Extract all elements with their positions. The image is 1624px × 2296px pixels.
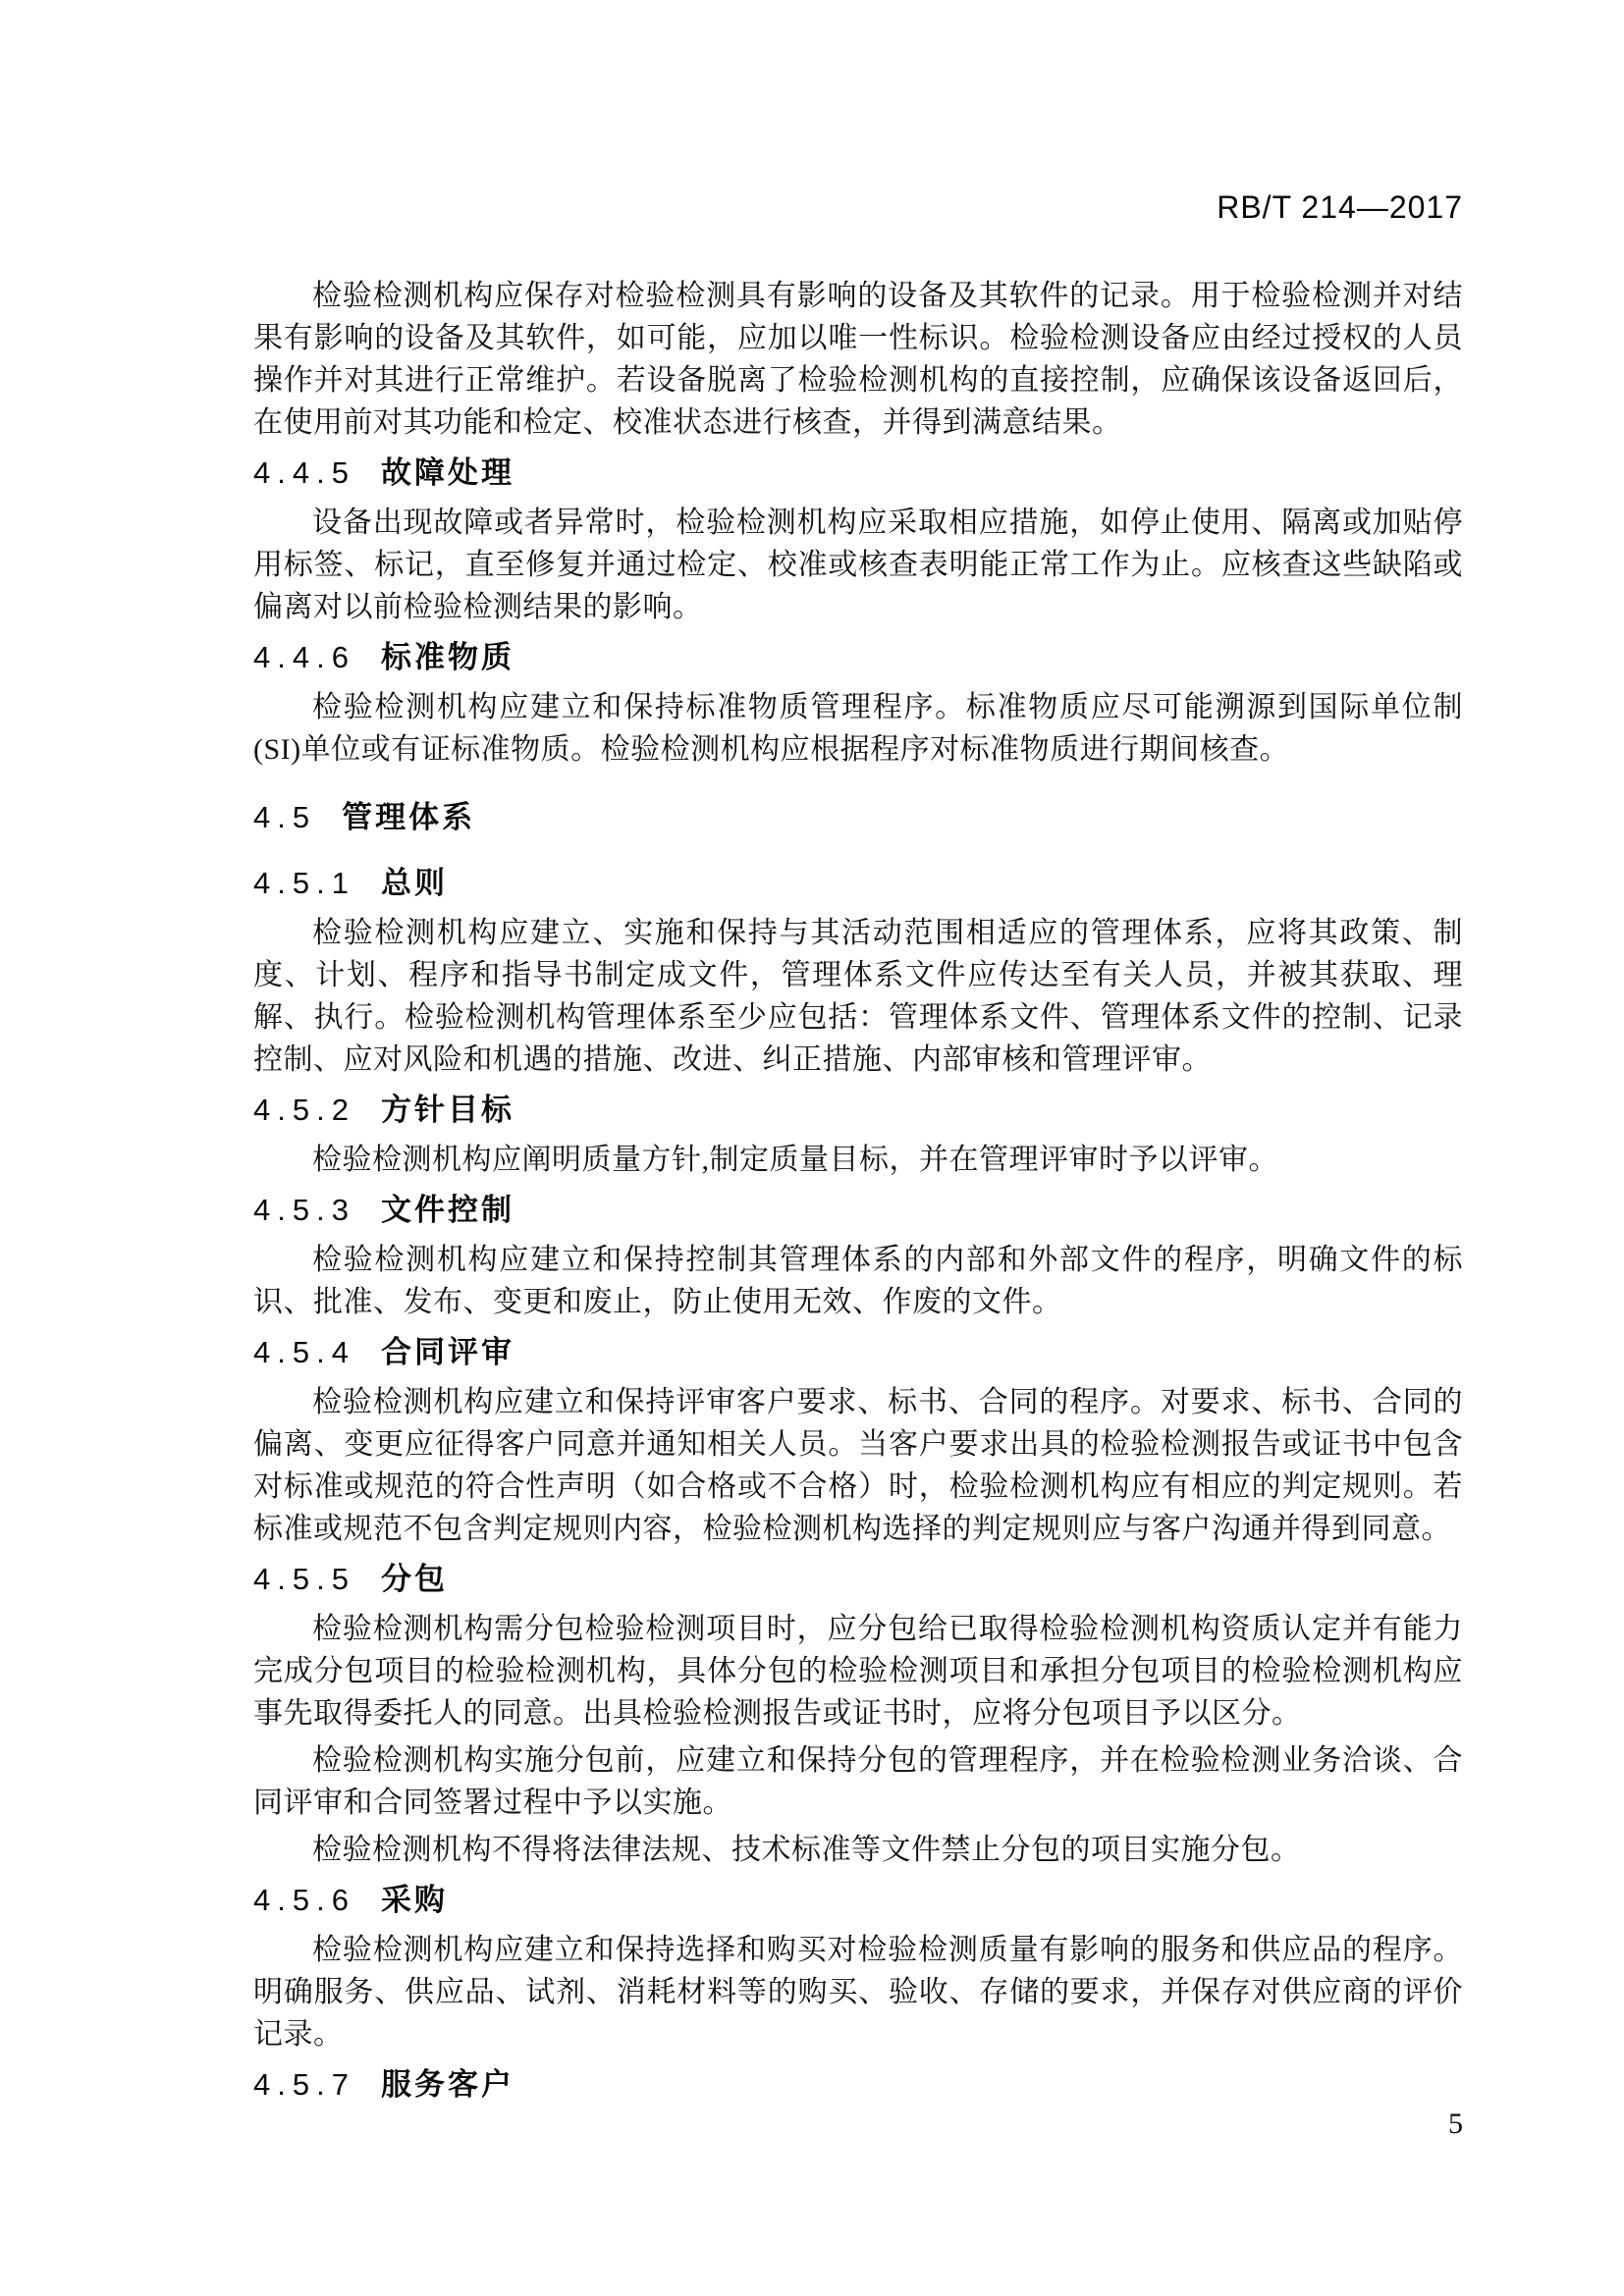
paragraph: 检验检测机构应阐明质量方针,制定质量目标，并在管理评审时予以评审。 [312,1144,1278,1176]
paragraph: 检验检测机构需分包检验检测项目时，应分包给已取得检验检测机构资质认定并有能力完成分包项目的检验检测机构，具体分包的检验检测项目和承担分包项目的检验检测机构应事先取得委托人的同意。出具检验检测报告或证书时，应将分包项目予以区分。 [253,1613,1463,1730]
section-heading [253,862,1463,904]
section-title: 分包 [380,1562,448,1596]
paragraph: 检验检测机构实施分包前，应建立和保持分包的管理程序，并在检验检测业务洽谈、合同评审和合同签署过程中予以实施。 [253,1744,1463,1819]
section-title: 总则 [380,866,448,900]
section-title: 服务客户 [380,2067,514,2102]
section-heading [253,1558,1463,1600]
section-number: 4.5.4 [253,1335,355,1369]
document-body [253,275,1463,2106]
paragraph: 检验检测机构应建立、实施和保持与其活动范围相适应的管理体系，应将其政策、制度、计划、程序和指导书制定成文件，管理体系文件应传达至有关人员，并被其获取、理解、执行。检验检测机构管理体系至少应包括：管理体系文件、管理体系文件的控制、记录控制、应对风险和机遇的措施、改进、纠正措施、内部审核和管理评审。 [253,917,1463,1076]
section-number: 4.5 [253,800,317,834]
paragraph: 检验检测机构应建立和保持选择和购买对检验检测质量有影响的服务和供应品的程序。明确服务、供应品、试剂、消耗材料等的购买、验收、存储的要求，并保存对供应商的评价记录。 [253,1934,1463,2051]
section-number: 4.5.3 [253,1193,355,1227]
section-title: 标准物质 [380,640,514,674]
paragraph: 检验检测机构应保存对检验检测具有影响的设备及其软件的记录。用于检验检测并对结果有影响的设备及其软件，如可能，应加以唯一性标识。检验检测设备应由经过授权的人员操作并对其进行正常维护。若设备脱离了检验检测机构的直接控制，应确保该设备返回后，在使用前对其功能和检定、校准状态进行核查，并得到满意结果。 [253,280,1463,439]
section-number: 4.5.7 [253,2067,355,2102]
section-number: 4.4.6 [253,640,355,674]
section-number: 4.5.5 [253,1562,355,1596]
section-heading [253,1331,1463,1373]
section-heading [253,1879,1463,1921]
paragraph: 设备出现故障或者异常时，检验检测机构应采取相应措施，如停止使用、隔离或加贴停用标签、标记，直至修复并通过检定、校准或核查表明能正常工作为止。应核查这些缺陷或偏离对以前检验检测结果的影响。 [253,507,1463,623]
section-number: 4.4.5 [253,455,355,490]
paragraph: 检验检测机构应建立和保持评审客户要求、标书、合同的程序。对要求、标书、合同的偏离、变更应征得客户同意并通知相关人员。当客户要求出具的检验检测报告或证书中包含对标准或规范的符合性声明（如合格或不合格）时，检验检测机构应有相应的判定规则。若标准或规范不包含判定规则内容，检验检测机构选择的判定规则应与客户沟通并得到同意。 [253,1386,1463,1545]
section-title: 故障处理 [380,455,514,490]
paragraph: 检验检测机构应建立和保持控制其管理体系的内部和外部文件的程序，明确文件的标识、批准、发布、变更和废止，防止使用无效、作废的文件。 [253,1244,1463,1318]
section-title: 方针目标 [380,1093,514,1127]
page-number: 5 [1448,2108,1463,2140]
section-heading [253,636,1463,678]
paragraph: 检验检测机构应建立和保持标准物质管理程序。标准物质应尽可能溯源到国际单位制(SI)单位或有证标准物质。检验检测机构应根据程序对标准物质进行期间核查。 [253,691,1463,766]
paragraph: 检验检测机构不得将法律法规、技术标准等文件禁止分包的项目实施分包。 [312,1834,1301,1866]
section-title: 采购 [380,1883,448,1917]
section-title: 文件控制 [380,1193,514,1227]
section-heading [253,1189,1463,1231]
section-heading [253,2063,1463,2106]
section-number: 4.5.2 [253,1093,355,1127]
section-number: 4.5.1 [253,866,355,900]
section-title: 管理体系 [342,800,476,834]
section-number: 4.5.6 [253,1883,355,1917]
section-heading [253,1089,1463,1131]
section-heading [253,452,1463,494]
clause-heading [253,796,1463,838]
doc-number: RB/T 214—2017 [1217,189,1463,225]
section-title: 合同评审 [380,1335,514,1369]
